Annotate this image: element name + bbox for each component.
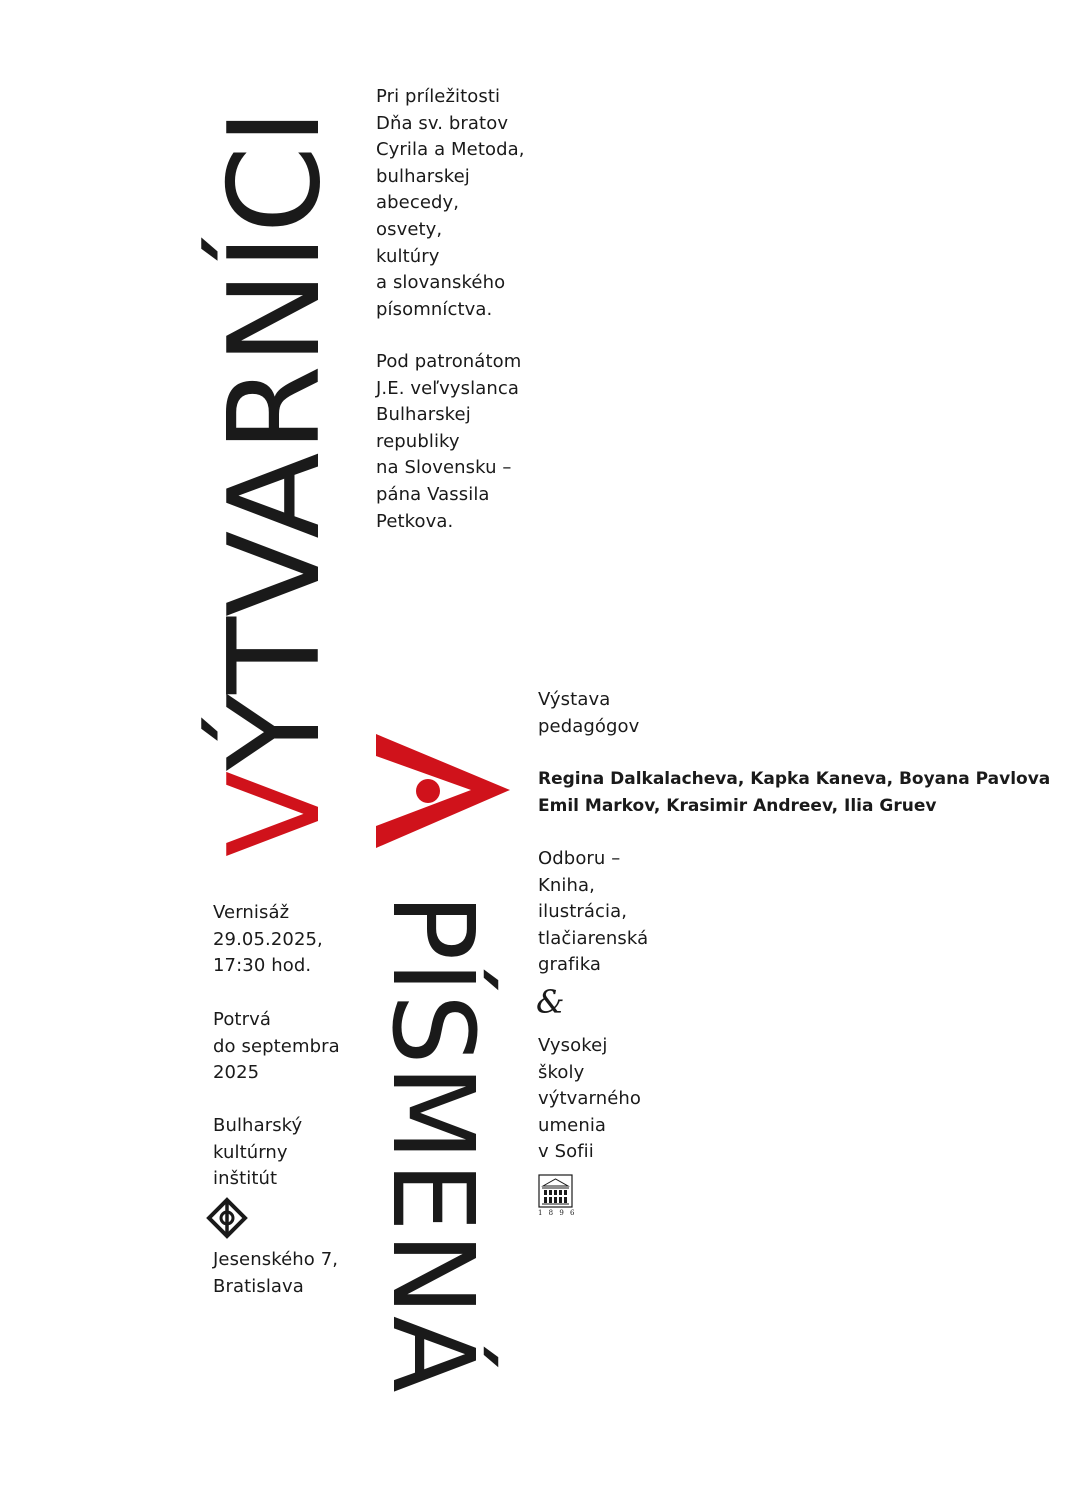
title-word-vytvarnici — [201, 108, 348, 857]
institute-name: Bulharský kultúrny inštitút — [213, 1115, 303, 1190]
patronage-text: Pod patronátom J.E. veľvyslanca Bulharskej republiky na Slovensku – pána Vassila Petkova. — [376, 351, 522, 532]
department-text: Odboru – Kniha, ilustrácia, tlačiarenská grafika — [538, 848, 649, 976]
address-info: Jesenského 7, Bratislava — [213, 1249, 339, 1297]
exhibition-label: Výstava pedagógov — [538, 689, 640, 737]
title-initial-v: V — [201, 770, 348, 857]
institute-logo-icon — [207, 1198, 247, 1238]
academy-year: 1 8 9 6 — [538, 1209, 577, 1217]
academy-text: Vysokej školy výtvarného umenia v Sofii — [538, 1035, 642, 1163]
title-word-pismena: PÍSMENÁ — [367, 893, 497, 1393]
occasion-text: Pri príležitosti Dňa sv. bratov Cyrila a Metoda, bulharskej abecedy, osvety, kultúry a slovanského písomníctva. — [376, 86, 525, 320]
title-rest-vytvarnici: ÝTVARNÍCI — [201, 108, 348, 771]
artists-list: Regina Dalkalacheva, Kapka Kaneva, Boyana Pavlova Emil Markov, Krasimir Andreev, Ilia Gruev — [538, 769, 1051, 816]
ampersand-icon: & — [536, 983, 565, 1021]
a-dot-icon — [376, 730, 516, 855]
duration-info: Potrvá do septembra 2025 — [213, 1009, 340, 1084]
opening-info: Vernisáž 29.05.2025, 17:30 hod. — [213, 902, 323, 977]
